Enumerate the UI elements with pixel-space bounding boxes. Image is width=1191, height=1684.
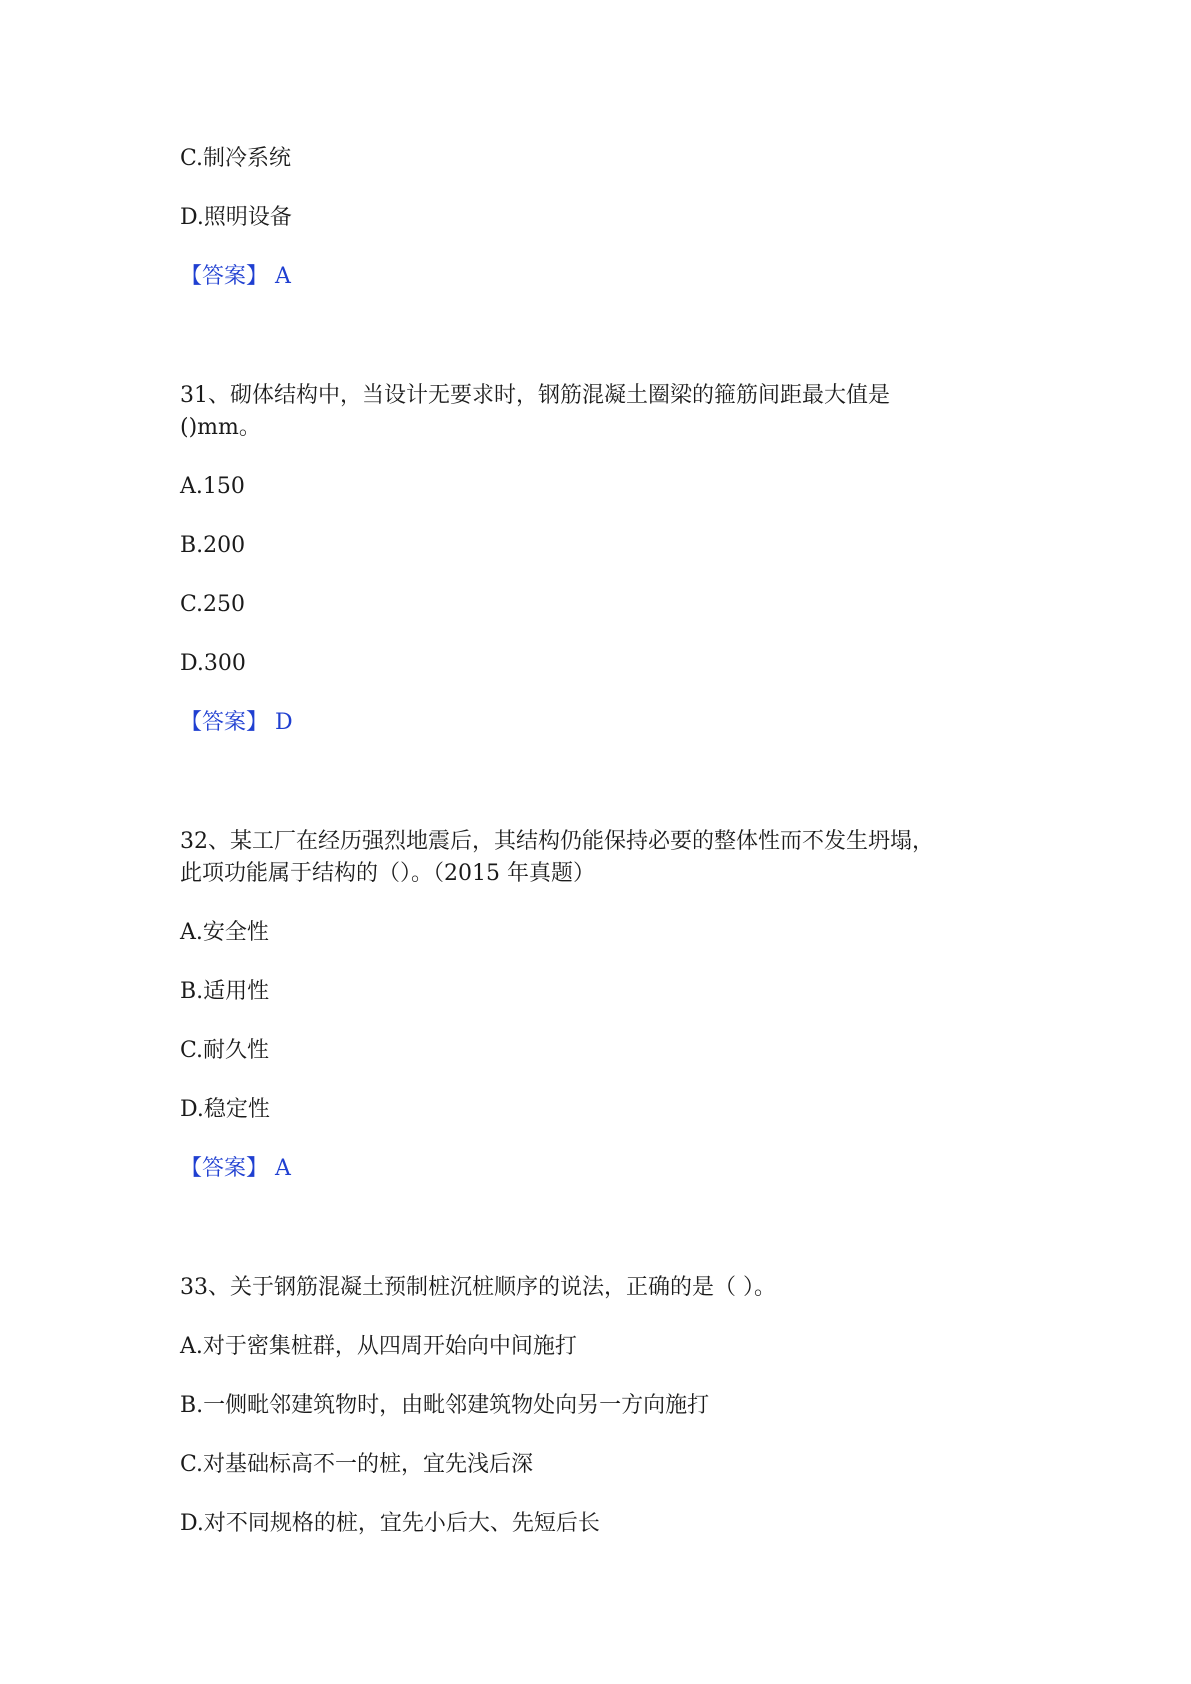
option-d: D.照明设备 bbox=[180, 205, 292, 230]
answer-label: 【答案】 A bbox=[180, 1156, 291, 1181]
option-d: D.对不同规格的桩，宜先小后大、先短后长 bbox=[180, 1511, 600, 1536]
option-b: B.一侧毗邻建筑物时，由毗邻建筑物处向另一方向施打 bbox=[180, 1393, 710, 1418]
question-stem: 此项功能属于结构的（）。（2015 年真题） bbox=[180, 861, 595, 886]
option-d: D.300 bbox=[180, 651, 246, 676]
option-c: C.制冷系统 bbox=[180, 146, 292, 171]
option-c: C.对基础标高不一的桩，宜先浅后深 bbox=[180, 1452, 534, 1477]
option-c: C.耐久性 bbox=[180, 1038, 270, 1063]
question-stem: 33、关于钢筋混凝土预制桩沉桩顺序的说法，正确的是（ ）。 bbox=[180, 1275, 776, 1300]
answer-label: 【答案】 A bbox=[180, 264, 291, 289]
question-stem: ()mm。 bbox=[180, 415, 261, 440]
question-stem: 32、某工厂在经历强烈地震后，其结构仍能保持必要的整体性而不发生坍塌， bbox=[180, 829, 934, 854]
option-b: B.200 bbox=[180, 533, 246, 558]
option-a: A.安全性 bbox=[180, 920, 269, 945]
answer-label: 【答案】 D bbox=[180, 710, 293, 735]
option-a: A.对于密集桩群，从四周开始向中间施打 bbox=[180, 1334, 577, 1359]
question-stem: 31、砌体结构中，当设计无要求时，钢筋混凝土圈梁的箍筋间距最大值是 bbox=[180, 383, 890, 408]
option-c: C.250 bbox=[180, 592, 246, 617]
option-b: B.适用性 bbox=[180, 979, 270, 1004]
option-d: D.稳定性 bbox=[180, 1097, 270, 1122]
option-a: A.150 bbox=[180, 474, 245, 499]
